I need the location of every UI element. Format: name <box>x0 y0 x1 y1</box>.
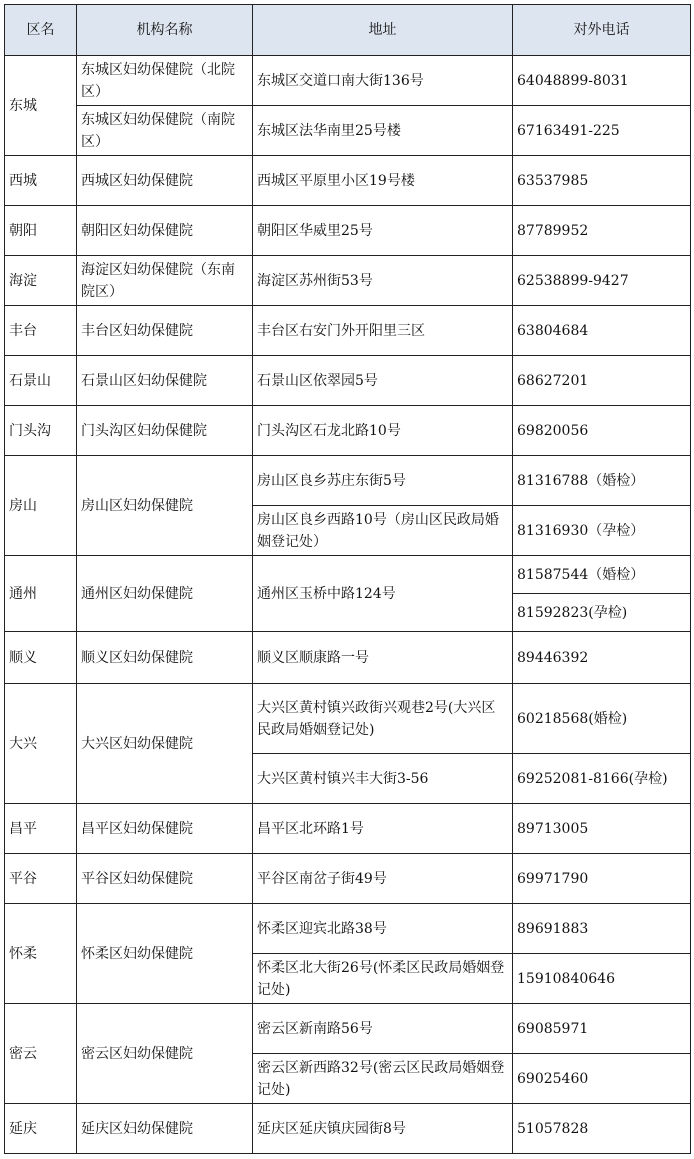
org-name-cell: 平谷区妇幼保健院 <box>77 854 253 904</box>
phone-cell: 69971790 <box>513 854 691 904</box>
phone-cell: 69820056 <box>513 406 691 456</box>
phone-cell: 69085971 <box>513 1004 691 1054</box>
table-row <box>5 356 691 406</box>
phone-cell: 67163491-225 <box>513 106 691 156</box>
org-name-cell: 西城区妇幼保健院 <box>77 156 253 206</box>
org-name-cell: 东城区妇幼保健院（北院区） <box>77 56 253 106</box>
district-cell: 石景山 <box>5 356 77 406</box>
table-row <box>5 306 691 356</box>
district-cell: 平谷 <box>5 854 77 904</box>
org-name-cell: 怀柔区妇幼保健院 <box>77 904 253 1004</box>
district-cell: 西城 <box>5 156 77 206</box>
org-name-cell: 海淀区妇幼保健院（东南院区） <box>77 256 253 306</box>
table-row <box>5 156 691 206</box>
address-cell: 房山区良乡苏庄东街5号 <box>253 456 513 506</box>
org-name-cell: 顺义区妇幼保健院 <box>77 632 253 684</box>
table-row <box>5 804 691 854</box>
district-cell: 大兴 <box>5 684 77 804</box>
phone-cell: 81316788（婚检） <box>513 456 691 506</box>
table-row <box>5 632 691 684</box>
phone-cell: 89446392 <box>513 632 691 684</box>
phone-cell: 64048899-8031 <box>513 56 691 106</box>
district-cell: 顺义 <box>5 632 77 684</box>
district-cell: 昌平 <box>5 804 77 854</box>
district-cell: 海淀 <box>5 256 77 306</box>
table-row <box>5 556 691 594</box>
org-name-cell: 通州区妇幼保健院 <box>77 556 253 632</box>
org-name-cell: 延庆区妇幼保健院 <box>77 1104 253 1154</box>
table-row <box>5 206 691 256</box>
address-cell: 海淀区苏州街53号 <box>253 256 513 306</box>
org-name-cell: 大兴区妇幼保健院 <box>77 684 253 804</box>
header-phone: 对外电话 <box>513 5 691 56</box>
header-district: 区名 <box>5 5 77 56</box>
address-cell: 门头沟区石龙北路10号 <box>253 406 513 456</box>
table-row <box>5 684 691 754</box>
table-row <box>5 106 691 156</box>
phone-cell: 69252081-8166(孕检) <box>513 754 691 804</box>
address-cell: 西城区平原里小区19号楼 <box>253 156 513 206</box>
phone-cell: 69025460 <box>513 1054 691 1104</box>
address-cell: 东城区法华南里25号楼 <box>253 106 513 156</box>
district-cell: 东城 <box>5 56 77 156</box>
address-cell: 平谷区南岔子街49号 <box>253 854 513 904</box>
phone-cell: 87789952 <box>513 206 691 256</box>
table-row <box>5 1104 691 1154</box>
phone-cell: 63804684 <box>513 306 691 356</box>
table-row <box>5 854 691 904</box>
address-cell: 怀柔区迎宾北路38号 <box>253 904 513 954</box>
address-cell: 石景山区依翠园5号 <box>253 356 513 406</box>
district-cell: 门头沟 <box>5 406 77 456</box>
address-cell: 延庆区延庆镇庆园街8号 <box>253 1104 513 1154</box>
phone-cell: 51057828 <box>513 1104 691 1154</box>
district-cell: 怀柔 <box>5 904 77 1004</box>
district-cell: 密云 <box>5 1004 77 1104</box>
header-row <box>5 5 691 56</box>
phone-cell: 81316930（孕检） <box>513 506 691 556</box>
address-cell: 房山区良乡西路10号（房山区民政局婚姻登记处） <box>253 506 513 556</box>
phone-cell: 63537985 <box>513 156 691 206</box>
district-cell: 房山 <box>5 456 77 556</box>
org-name-cell: 朝阳区妇幼保健院 <box>77 206 253 256</box>
phone-cell: 81592823(孕检) <box>513 594 691 632</box>
table-row <box>5 256 691 306</box>
org-name-cell: 石景山区妇幼保健院 <box>77 356 253 406</box>
clinic-table <box>4 4 691 1154</box>
address-cell: 顺义区顺康路一号 <box>253 632 513 684</box>
table-row <box>5 406 691 456</box>
table-row <box>5 1004 691 1054</box>
phone-cell: 89713005 <box>513 804 691 854</box>
phone-cell: 15910840646 <box>513 954 691 1004</box>
header-address: 地址 <box>253 5 513 56</box>
phone-cell: 62538899-9427 <box>513 256 691 306</box>
address-cell: 大兴区黄村镇兴政街兴观巷2号(大兴区民政局婚姻登记处) <box>253 684 513 754</box>
address-cell: 大兴区黄村镇兴丰大街3-56 <box>253 754 513 804</box>
org-name-cell: 东城区妇幼保健院（南院区） <box>77 106 253 156</box>
district-cell: 通州 <box>5 556 77 632</box>
org-name-cell: 门头沟区妇幼保健院 <box>77 406 253 456</box>
org-name-cell: 丰台区妇幼保健院 <box>77 306 253 356</box>
table-row <box>5 456 691 506</box>
address-cell: 东城区交道口南大街136号 <box>253 56 513 106</box>
address-cell: 通州区玉桥中路124号 <box>253 556 513 632</box>
org-name-cell: 房山区妇幼保健院 <box>77 456 253 556</box>
address-cell: 朝阳区华威里25号 <box>253 206 513 256</box>
address-cell: 密云区新南路56号 <box>253 1004 513 1054</box>
district-cell: 朝阳 <box>5 206 77 256</box>
district-cell: 丰台 <box>5 306 77 356</box>
address-cell: 昌平区北环路1号 <box>253 804 513 854</box>
header-name: 机构名称 <box>77 5 253 56</box>
address-cell: 丰台区右安门外开阳里三区 <box>253 306 513 356</box>
phone-cell: 81587544（婚检） <box>513 556 691 594</box>
table-row <box>5 904 691 954</box>
org-name-cell: 密云区妇幼保健院 <box>77 1004 253 1104</box>
address-cell: 密云区新西路32号(密云区民政局婚姻登记处) <box>253 1054 513 1104</box>
phone-cell: 68627201 <box>513 356 691 406</box>
district-cell: 延庆 <box>5 1104 77 1154</box>
table-row <box>5 56 691 106</box>
phone-cell: 89691883 <box>513 904 691 954</box>
org-name-cell: 昌平区妇幼保健院 <box>77 804 253 854</box>
address-cell: 怀柔区北大街26号(怀柔区民政局婚姻登记处) <box>253 954 513 1004</box>
phone-cell: 60218568(婚检) <box>513 684 691 754</box>
